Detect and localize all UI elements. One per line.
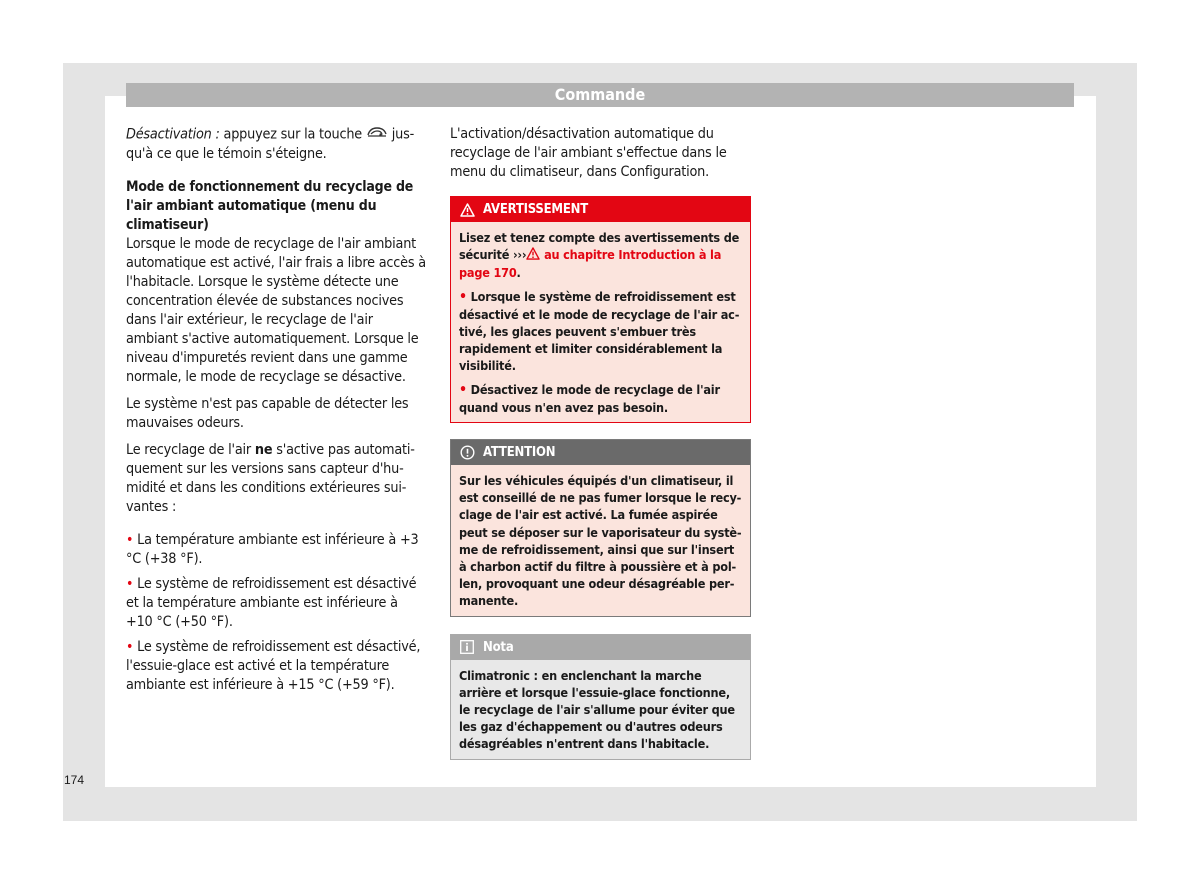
conditions-text-a: Le recyclage de l'air — [126, 441, 255, 458]
bullet-dot: • — [126, 531, 134, 548]
section-title-auto-recirculation: Mode de fonctionnement du recyclage de l'air ambiant automatique (menu du climatiseur) — [126, 178, 414, 233]
list-item — [126, 531, 428, 569]
info-icon — [459, 639, 475, 655]
list-item-text: Le système de refroidissement est désactivé et la température ambiante est inférieure à +10 °C (+50 °F). — [126, 575, 417, 630]
attention-body — [451, 465, 750, 616]
attention-title: ATTENTION — [483, 444, 556, 460]
air-recirculation-icon — [366, 125, 388, 144]
right-column — [450, 125, 751, 760]
bullet-dot: • — [126, 638, 134, 655]
note-title: Nota — [483, 639, 514, 655]
attention-header — [451, 440, 750, 465]
conditions-text-b: s'active pas automatiquement sur les versions sans capteur d'humidité et dans les conditions extérieures suivantes : — [126, 441, 415, 515]
note-header — [451, 635, 750, 660]
note-body — [451, 660, 750, 759]
warning-text-end: . — [516, 265, 521, 281]
warning-header — [451, 197, 750, 222]
section-header-title: Commande — [554, 85, 646, 104]
warning-body — [451, 222, 750, 422]
list-item-text: Le système de refroidissement est désactivé, l'essuie-glace est activé et la température ambiante est inférieure à +15 °C (+59 °F). — [126, 638, 421, 693]
deactivation-paragraph — [126, 125, 428, 164]
warning-bullet — [459, 288, 742, 375]
attention-box — [450, 439, 751, 617]
section-header — [126, 83, 1074, 107]
auto-recirculation-paragraph: Lorsque le mode de recyclage de l'air ambiant automatique est activé, l'air frais a libre accès à l'habitacle. Lorsque le système détecte une concentration élevée de substances nocives dans l'air extérieur, le recyclage de l'air ambiant s'active automatiquement. Lorsque le niveau d'impuretés revient dans une gamme normale, le mode de recyclage se désactive. — [126, 235, 426, 385]
odors-paragraph: Le système n'est pas capable de détecter les mauvaises odeurs. — [126, 395, 409, 431]
warning-bullet — [459, 381, 742, 416]
exclamation-circle-icon — [459, 444, 475, 460]
cross-ref-arrows: ››› — [512, 247, 527, 263]
warning-text-a: Lisez et tenez compte des avertissements de sécurité — [459, 230, 740, 263]
deactivation-text-a: appuyez sur la touche — [219, 126, 366, 143]
page-number: 174 — [64, 773, 85, 787]
conditions-paragraph — [126, 441, 428, 517]
warning-title: AVERTISSEMENT — [483, 202, 589, 217]
conditions-text-bold: ne — [254, 441, 273, 458]
list-item — [126, 575, 428, 632]
intro-paragraph: L'activation/désactivation automatique du recyclage de l'air ambiant s'effectue dans le menu du climatiseur, dans Configuration. — [450, 126, 727, 180]
warning-paragraph — [459, 229, 742, 282]
deactivation-term: Désactivation : — [126, 126, 220, 143]
note-box — [450, 634, 751, 760]
bullet-dot: • — [126, 575, 134, 592]
left-column — [126, 125, 428, 701]
warning-bullet-text: Lorsque le système de refroidissement est désactivé et le mode de recyclage de l'air activé, les glaces peuvent s'embuer très rapidement et limiter considérablement la visibilité. — [459, 288, 740, 374]
attention-text: Sur les véhicules équipés d'un climatiseur, il est conseillé de ne pas fumer lorsque le recyclage de l'air est activé. La fumée aspirée peut se déposer sur le vaporisateur du système de refroidissement, ainsi que sur l'insert à charbon actif du filtre à poussière et à pollen, provoquant une odeur désagréable permanente. — [459, 472, 742, 609]
list-item-text: La température ambiante est inférieure à +3 °C (+38 °F). — [126, 531, 419, 567]
warning-box — [450, 196, 751, 423]
note-text: Climatronic : en enclenchant la marche arrière et lorsque l'essuie-glace fonctionne, le recyclage de l'air s'allume pour éviter que les gaz d'échappement ou d'autres odeurs désagréables n'entrent dans l'habitacle. — [459, 667, 735, 752]
warning-triangle-icon — [459, 202, 475, 218]
list-item — [126, 638, 428, 695]
bullet-dot: • — [459, 288, 467, 305]
warning-triangle-icon — [526, 247, 540, 264]
warning-bullet-text: Désactivez le mode de recyclage de l'air quand vous n'en avez pas besoin. — [459, 381, 720, 415]
bullet-dot: • — [459, 381, 467, 398]
cross-reference-link[interactable]: au chapitre Introduction à la page 170 — [459, 247, 722, 281]
deactivation-text-b: jusqu'à ce que le témoin s'éteigne. — [126, 126, 415, 162]
